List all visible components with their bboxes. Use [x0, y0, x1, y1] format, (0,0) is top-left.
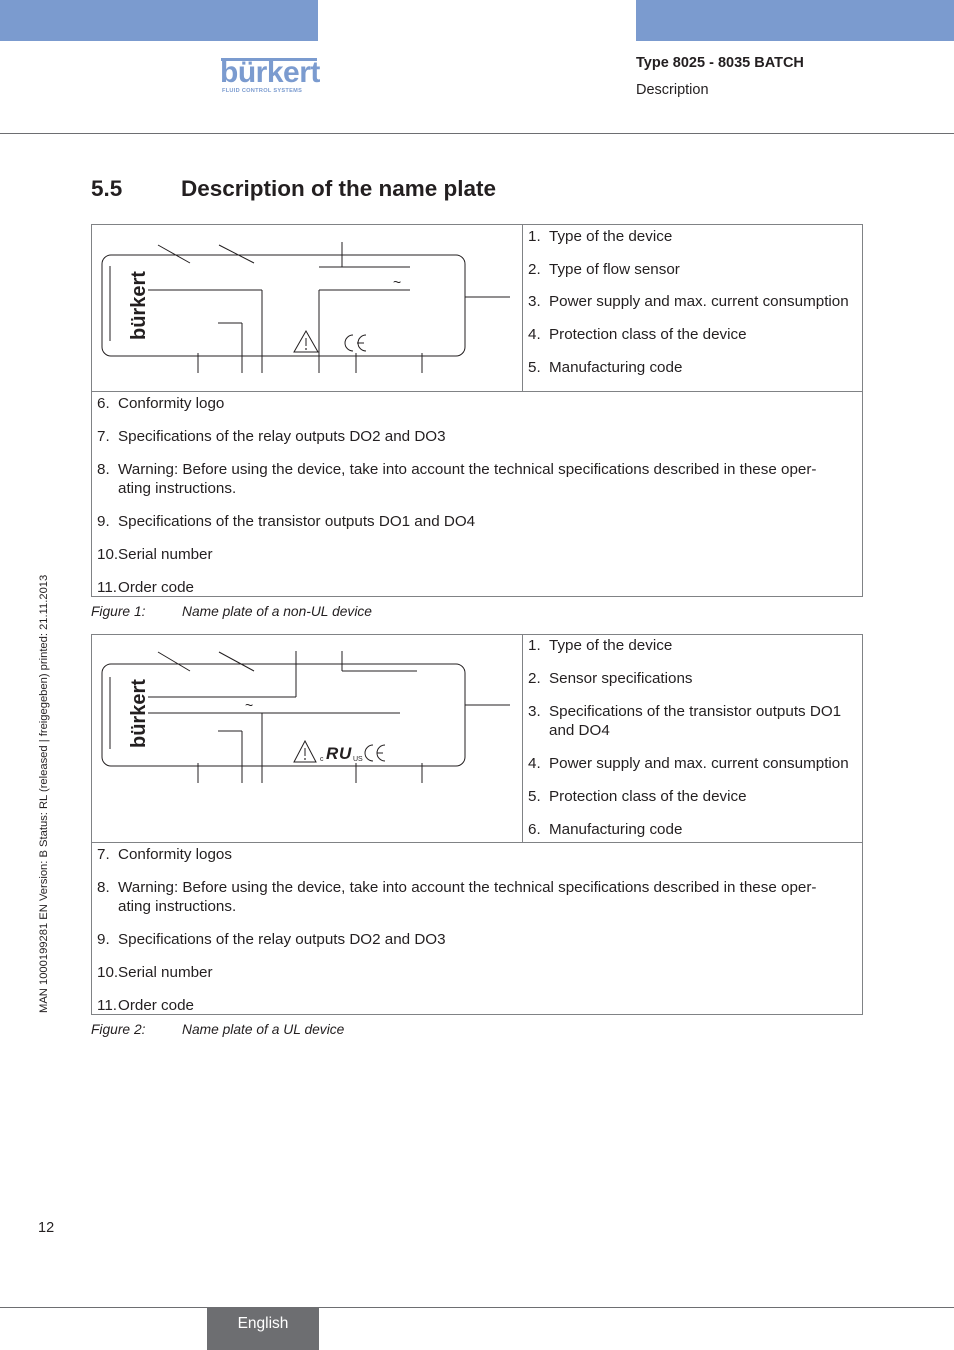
brand-tagline: FLUID CONTROL SYSTEMS — [222, 88, 303, 94]
list-item: 8. Warning: Before using the device, take into account the technical specifications described in these oper- ating instructions. — [97, 461, 817, 497]
section-number: 5.5 — [91, 176, 123, 201]
list-item: 9. Specifications of the relay outputs DO2 and DO3 — [97, 931, 446, 948]
list-item: 5. Manufacturing code — [528, 359, 683, 376]
footer-divider — [0, 1307, 954, 1308]
svg-text:U: U — [339, 744, 352, 763]
header-bar-right — [636, 0, 954, 41]
page-number: 12 — [38, 1220, 55, 1236]
document-metadata-sidebar: MAN 1000199281 EN Version: B Status: RL (released | freigegeben) printed: 21.11.2013 — [38, 574, 50, 1013]
figure2-tilde: ~ — [245, 697, 254, 713]
list-item: 8. Warning: Before using the device, take into account the technical specifications described in these oper- ating instructions. — [97, 879, 817, 915]
list-item: 3. Specifications of the transistor outputs DO1 and DO4 — [528, 703, 842, 739]
brand-logo: bürkert — [220, 56, 320, 89]
language-tab[interactable]: English — [207, 1308, 319, 1350]
figure1-caption-label: Figure 1: — [91, 604, 146, 619]
header-divider — [0, 133, 954, 134]
list-item: 4. Power supply and max. current consumption — [528, 755, 849, 772]
list-item: 2. Sensor specifications — [528, 670, 693, 687]
figure1-nameplate-drawing — [92, 225, 522, 391]
document-type: Type 8025 - 8035 BATCH — [636, 55, 804, 71]
svg-text:c: c — [320, 756, 324, 763]
list-item: 9. Specifications of the transistor outputs DO1 and DO4 — [97, 513, 476, 530]
figure1-brand-vertical-text: bürkert — [128, 271, 150, 340]
list-item: 11. Order code — [97, 997, 194, 1014]
header-bar-left — [0, 0, 318, 41]
list-item: 6. Manufacturing code — [528, 821, 683, 838]
figure1-column-divider — [522, 224, 523, 392]
list-item: 5. Protection class of the device — [528, 788, 747, 805]
figure1-right-list — [528, 227, 858, 378]
list-item: 7. Specifications of the relay outputs DO2 and DO3 — [97, 428, 446, 445]
figure2-caption-label: Figure 2: — [91, 1022, 146, 1037]
document-section: Description — [636, 82, 709, 98]
list-item: 7. Conformity logos — [97, 846, 232, 863]
figure2-nameplate-drawing — [92, 635, 522, 841]
list-item: 4. Protection class of the device — [528, 326, 747, 343]
section-title: Description of the name plate — [181, 176, 497, 201]
figure1-bottom-list — [97, 394, 857, 598]
figure1-tilde: ~ — [393, 274, 402, 290]
list-item: 1. Type of the device — [528, 228, 673, 245]
list-item: 10. Serial number — [97, 964, 213, 981]
list-item: 1. Type of the device — [528, 637, 673, 654]
figure2-brand-vertical-text: bürkert — [128, 679, 150, 748]
list-item: 11. Order code — [97, 579, 194, 596]
list-item: 10. Serial number — [97, 546, 213, 563]
figure2-right-list — [528, 636, 858, 840]
figure2-bottom-list — [97, 845, 857, 1016]
figure1-row-divider — [91, 391, 863, 392]
figure2-row-divider — [91, 842, 863, 843]
figure2-column-divider — [522, 634, 523, 843]
figure1-caption-text: Name plate of a non-UL device — [182, 604, 372, 619]
list-item: 2. Type of flow sensor — [528, 261, 680, 278]
svg-text:US: US — [353, 756, 363, 763]
figure2-caption-text: Name plate of a UL device — [182, 1022, 345, 1037]
list-item: 3. Power supply and max. current consumption — [528, 293, 849, 310]
svg-text:R: R — [326, 744, 339, 763]
list-item: 6. Conformity logo — [97, 395, 225, 412]
